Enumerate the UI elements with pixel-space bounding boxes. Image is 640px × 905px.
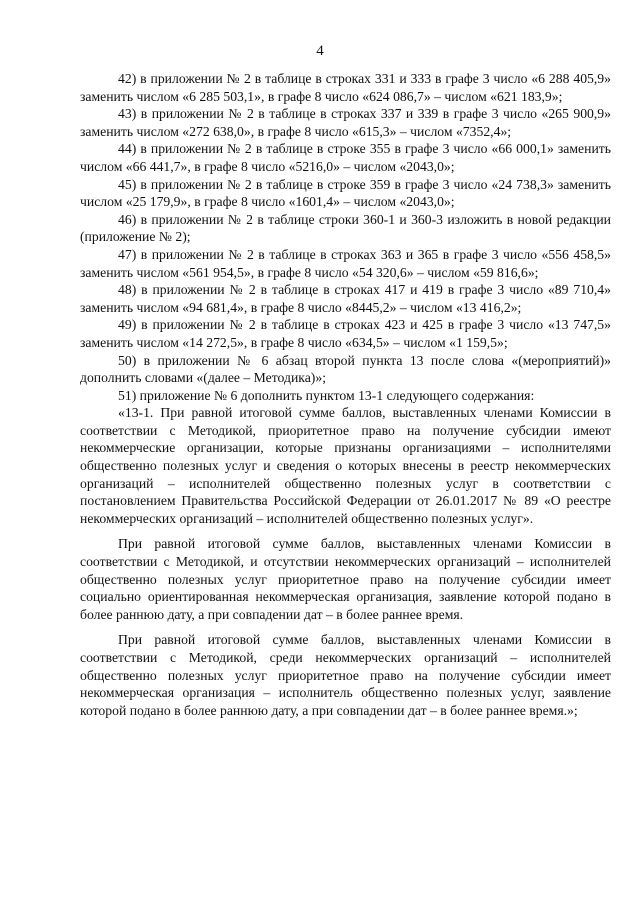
paragraph-item-50: 50) в приложении № 6 абзац второй пункта 13 после слова «(мероприятий)» дополнить словами «(далее – Методика)»;	[80, 352, 611, 386]
paragraph-item-51: 51) приложение № 6 дополнить пунктом 13-1 следующего содержания:	[118, 387, 535, 403]
paragraph-item-45: 45) в приложении № 2 в таблице в строке 359 в графе 3 число «24 738,3» заменить числом «25 179,9», в графе 8 число «1601,4» – числом «2043,0»;	[80, 176, 611, 210]
paragraph-priority-rule-2: При равной итоговой сумме баллов, выставленных членами Комиссии в соответствии с Методикой, среди некоммерческих организаций – исполнителей общественно полезных услуг приоритетное право на получение субсидии имеет некоммерческая организация – исполнитель общественно полезных услуг, заявление которой подано в более раннюю дату, а при совпадении дат – в более раннее время.»;	[80, 632, 611, 718]
paragraph-item-46: 46) в приложении № 2 в таблице строки 360-1 и 360-3 изложить в новой редакции (приложение № 2);	[80, 211, 611, 245]
paragraph-item-48: 48) в приложении № 2 в таблице в строках 417 и 419 в графе 3 число «89 710,4» заменить числом «94 681,4», в графе 8 число «8445,2» – числом «13 416,2»;	[80, 282, 611, 315]
paragraph-point-13-1: «13-1. При равной итоговой сумме баллов, выставленных членами Комиссии в соответствии с Методикой, приоритетное право на получение субсидии имеют некоммерческие организации, которые признаны организациями – исполнителями общественно полезных услуг и сведения о которых внесены в реестр некоммерческих организаций – исполнителей общественно полезных услуг в соответствии с постановлением Правительства Российской Федерации от 26.01.2017 № 89 «О реестре некоммерческих организаций – исполнителей общественно полезных услуг».	[80, 405, 611, 526]
paragraph-item-42: 42) в приложении № 2 в таблице в строках 331 и 333 в графе 3 число «6 288 405,9» заменить числом «6 285 503,1», в графе 8 число «624 086,7» – числом «621 183,9»;	[80, 71, 611, 104]
paragraph-item-44: 44) в приложении № 2 в таблице в строке 355 в графе 3 число «66 000,1» заменить числом «66 441,7», в графе 8 число «5216,0» – числом «2043,0»;	[80, 141, 611, 174]
paragraph-item-49: 49) в приложении № 2 в таблице в строках 423 и 425 в графе 3 число «13 747,5» заменить числом «14 272,5», в графе 8 число «634,5» – числом «1 159,5»;	[80, 317, 611, 350]
paragraph-item-47: 47) в приложении № 2 в таблице в строках 363 и 365 в графе 3 число «556 458,5» заменить числом «561 954,5», в графе 8 число «54 320,6» – числом «59 816,6»;	[80, 246, 611, 280]
paragraph-priority-rule-1: При равной итоговой сумме баллов, выставленных членами Комиссии в соответствии с Методикой, и отсутствии некоммерческих организаций – исполнителей общественно полезных услуг приоритетное право на получение субсидии имеет социально ориентированная некоммерческая организация, заявление которой подано в более раннюю дату, а при совпадении дат – в более раннее время.	[80, 536, 611, 622]
document-body	[80, 70, 611, 719]
page-number: 4	[316, 43, 324, 59]
paragraph-item-43: 43) в приложении № 2 в таблице в строках 337 и 339 в графе 3 число «265 900,9» заменить числом «272 638,0», в графе 8 число «615,3» – числом «7352,4»;	[80, 106, 611, 139]
